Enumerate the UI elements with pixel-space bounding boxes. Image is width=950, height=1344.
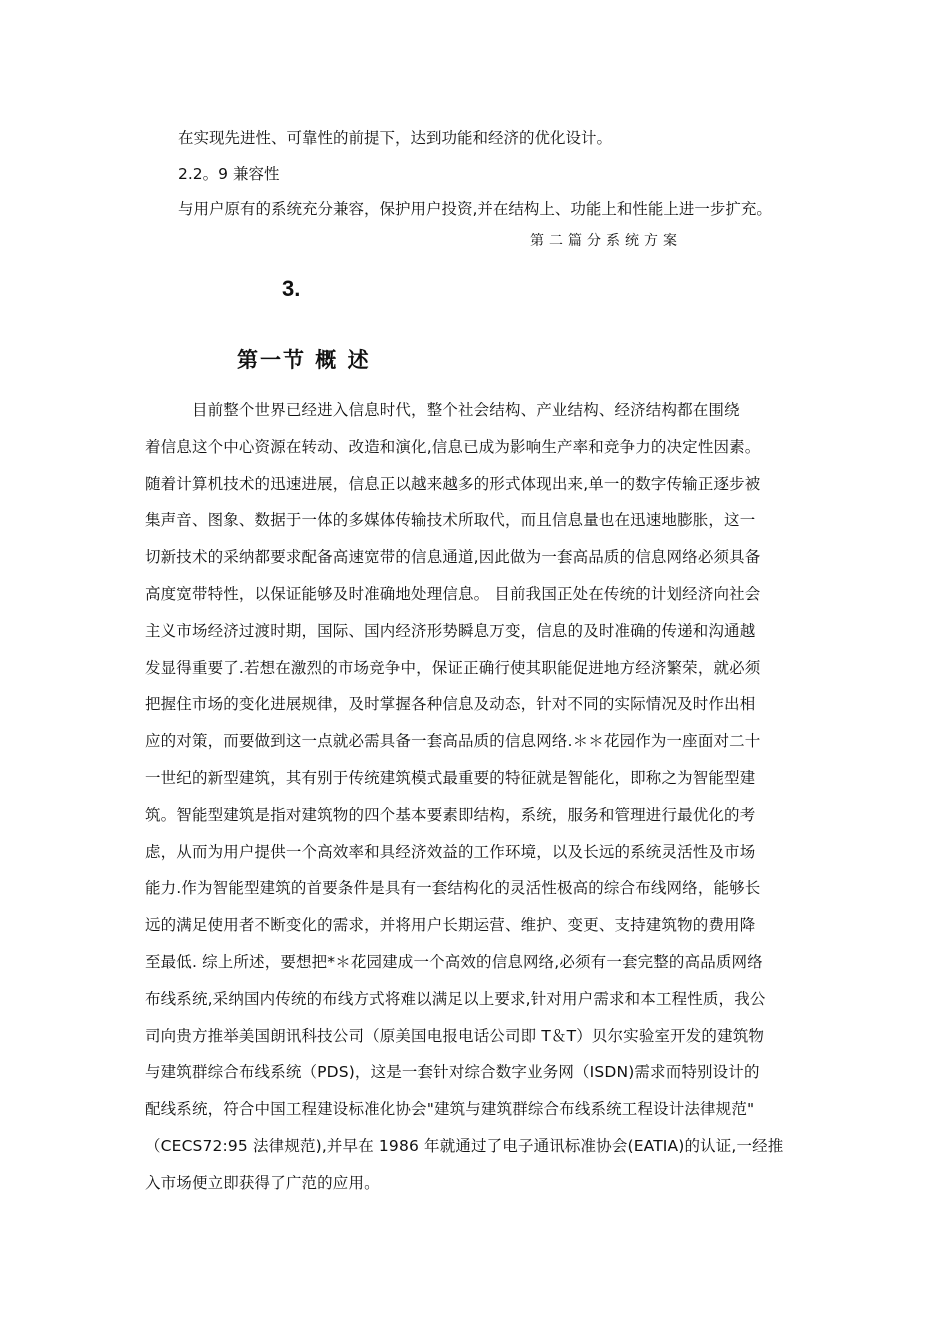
body-line: 集声音、图象、数据于一体的多媒体传输技术所取代，而且信息量也在迅速地膨胀，这一 [145, 511, 756, 530]
intro-line-1: 在实现先进性、可靠性的前提下，达到功能和经济的优化设计。 [178, 129, 613, 147]
body-line: 主义市场经济过渡时期，国际、国内经济形势瞬息万变，信息的及时准确的传递和沟通越 [145, 621, 756, 640]
body-line: 把握住市场的变化进展规律，及时掌握各种信息及动态，针对不同的实际情况及时作出相 [145, 695, 756, 714]
body-line: 着信息这个中心资源在转动、改造和演化,信息已成为影响生产率和竞争力的决定性因素。 [145, 437, 761, 456]
body-line: 配线系统，符合中国工程建设标准化协会"建筑与建筑群综合布线系统工程设计法律规范" [145, 1100, 755, 1119]
body-line: 目前整个世界已经进入信息时代，整个社会结构、产业结构、经济结构都在围绕 [145, 401, 740, 419]
intro-line-2: 与用户原有的系统充分兼容，保护用户投资,并在结构上、功能上和性能上进一步扩充。 [178, 200, 772, 218]
body-line: 发显得重要了.若想在激烈的市场竞争中，保证正确行使其职能促进地方经济繁荣，就必须 [145, 658, 761, 677]
body-line: 一世纪的新型建筑，其有别于传统建筑模式最重要的特征就是智能化，即称之为智能型建 [145, 768, 756, 787]
body-line: 筑。智能型建筑是指对建筑物的四个基本要素即结构，系统，服务和管理进行最优化的考 [145, 805, 756, 824]
chapter-number: 3. [282, 276, 301, 301]
body-line: 远的满足使用者不断变化的需求，并将用户长期运营、维护、变更、支持建筑物的费用降 [145, 916, 756, 935]
body-paragraph [145, 400, 813, 1210]
subsection-heading-compatibility: 2.2。9 兼容性 [178, 165, 280, 183]
part-title: 第二篇分系统方案 [530, 233, 682, 249]
body-line: 司向贵方推举美国朗讯科技公司（原美国电报电话公司即 T＆T）贝尔实验室开发的建筑物 [145, 1026, 765, 1045]
body-line: 随着计算机技术的迅速进展，信息正以越来越多的形式体现出来,单一的数字传输正逐步被 [145, 474, 761, 493]
body-line: 入市场便立即获得了广范的应用。 [145, 1173, 380, 1192]
body-line: 高度宽带特性，以保证能够及时准确地处理信息。 目前我国正处在传统的计划经济向社会 [145, 584, 761, 603]
body-line: 布线系统,采纳国内传统的布线方式将难以满足以上要求,针对用户需求和本工程性质，我公 [145, 989, 766, 1008]
body-line: 切新技术的采纳都要求配备高速宽带的信息通道,因此做为一套高品质的信息网络必须具备 [145, 548, 761, 567]
body-line: 虑，从而为用户提供一个高效率和具经济效益的工作环境，以及长远的系统灵活性及市场 [145, 842, 756, 861]
body-line: 与建筑群综合布线系统（PDS)，这是一套针对综合数字业务网（ISDN)需求而特别设计的 [145, 1063, 760, 1082]
body-line: 能力.作为智能型建筑的首要条件是具有一套结构化的灵活性极高的综合布线网络，能够长 [145, 879, 761, 898]
section-heading: 第一节 概 述 [237, 348, 371, 372]
body-line: （CECS72:95 法律规范),并早在 1986 年就通过了电子通讯标准协会(EATIA)的认证,一经推 [145, 1136, 784, 1155]
body-line: 应的对策，而要做到这一点就必需具备一套高品质的信息网络.＊＊花园作为一座面对二十 [145, 732, 761, 751]
body-line: 至最低. 综上所述，要想把*＊花园建成一个高效的信息网络,必须有一套完整的高品质网络 [145, 952, 763, 971]
